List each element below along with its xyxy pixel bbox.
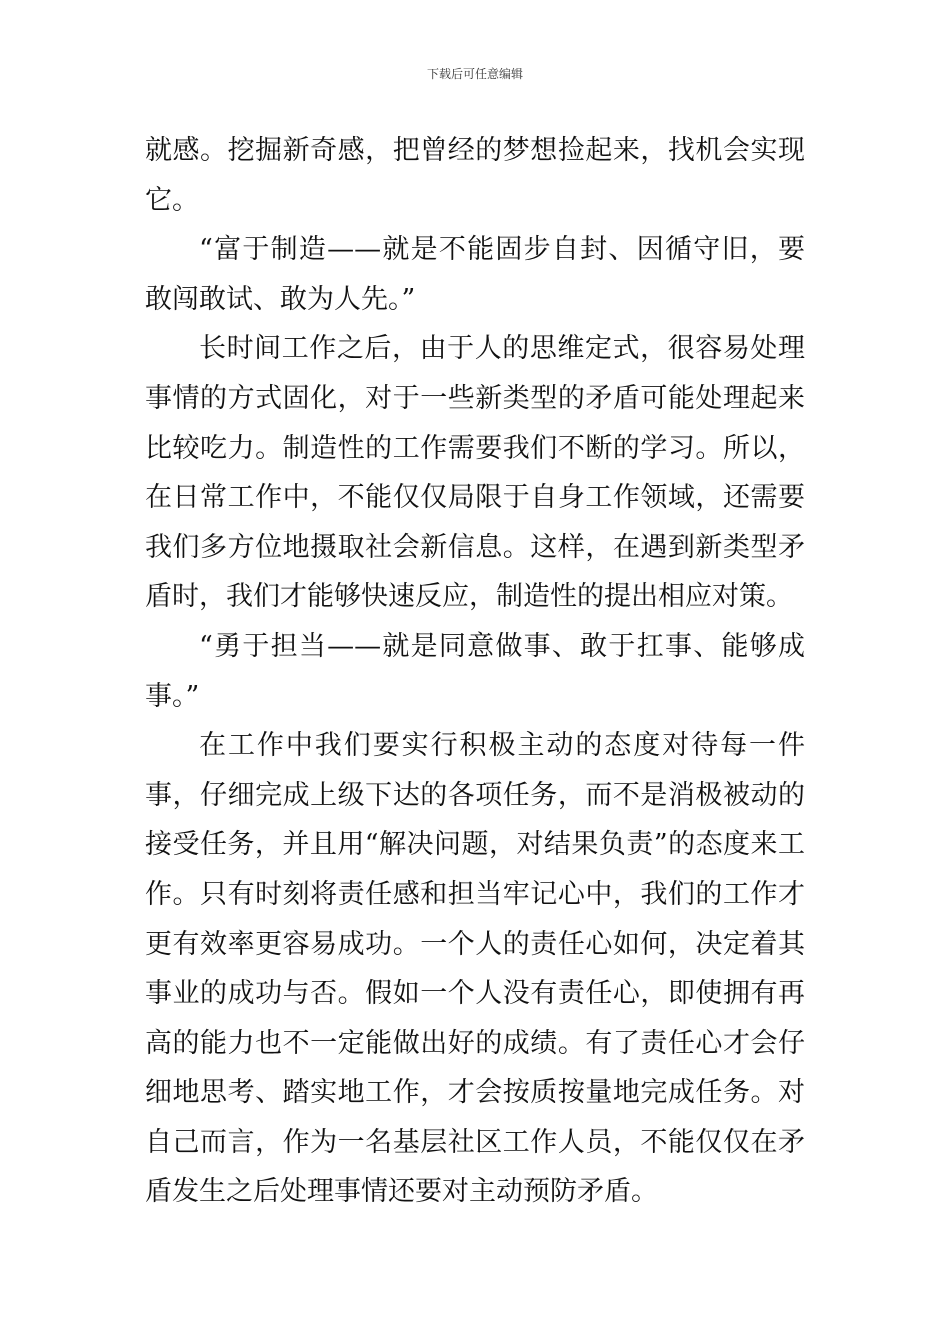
- paragraph-5: 在工作中我们要实行积极主动的态度对待每一件事，仔细完成上级下达的各项任务，而不是消极被动的接受任务，并且用“解决问题，对结果负责”的态度来工作。只有时刻将责任感和担当牢记心中，我们的工作才更有效率更容易成功。一个人的责任心如何，决定着其事业的成功与否。假如一个人没有责任心，即使拥有再高的能力也不一定能做出好的成绩。有了责任心才会仔细地思考、踏实地工作，才会按质按量地完成任务。对自己而言，作为一名基层社区工作人员，不能仅仅在矛盾发生之后处理事情还要对主动预防矛盾。: [145, 730, 805, 1208]
- paragraph-2: “富于制造——就是不能固步自封、因循守旧，要敢闯敢试、敢为人先。”: [145, 234, 805, 315]
- paragraph-1: 就感。挖掘新奇感，把曾经的梦想捡起来，找机会实现它。: [145, 135, 805, 216]
- paragraph-4: “勇于担当——就是同意做事、敢于扛事、能够成事。”: [145, 630, 805, 712]
- paragraph-3: 长时间工作之后，由于人的思维定式，很容易处理事情的方式固化，对于一些新类型的矛盾可能处理起来比较吃力。制造性的工作需要我们不断的学习。所以，在日常工作中，不能仅仅局限于自身工作领域，还需要我们多方位地摄取社会新信息。这样，在遇到新类型矛盾时，我们才能够快速反应，制造性的提出相应对策。: [145, 333, 805, 613]
- page-header: 下载后可任意编辑: [426, 67, 523, 81]
- document-body: [145, 126, 805, 1217]
